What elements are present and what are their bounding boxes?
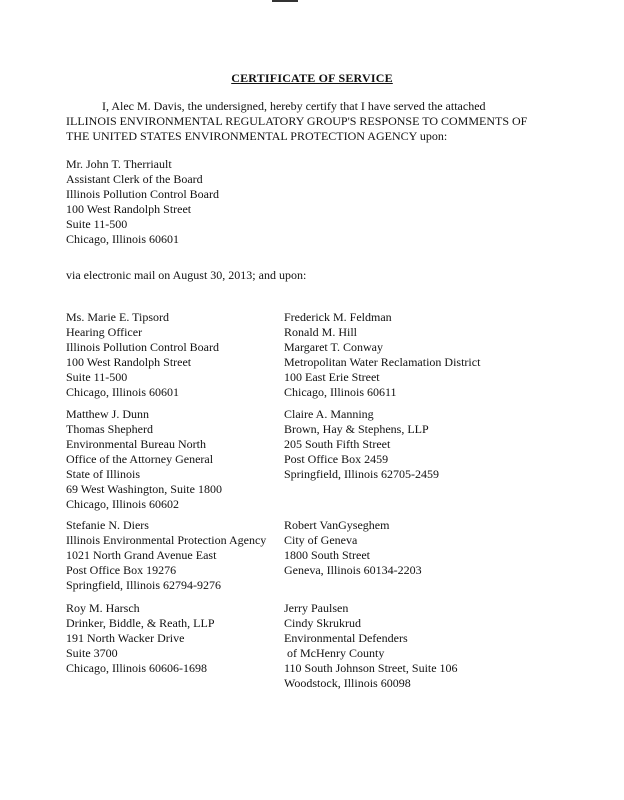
address-line: Claire A. Manning: [284, 407, 374, 421]
address-line: Stefanie N. Diers: [66, 518, 149, 532]
address-line: Thomas Shepherd: [66, 422, 153, 436]
address-line: State of Illinois: [66, 467, 140, 481]
address-line: Illinois Pollution Control Board: [66, 187, 220, 201]
address-line: 1800 South Street: [284, 548, 370, 562]
address-line: Springfield, Illinois 62794-9276: [66, 578, 221, 592]
address-line: Suite 11-500: [66, 370, 128, 384]
primary-recipient-address: [66, 157, 219, 247]
address-line: Springfield, Illinois 62705-2459: [284, 467, 439, 481]
address-line: Drinker, Biddle, & Reath, LLP: [66, 616, 215, 630]
address-line: Brown, Hay & Stephens, LLP: [284, 422, 429, 436]
address-line: of McHenry County: [284, 646, 385, 660]
certification-paragraph: [66, 99, 566, 144]
address-line: 205 South Fifth Street: [284, 437, 391, 451]
service-method-line: via electronic mail on August 30, 2013; and upon:: [66, 268, 307, 282]
address-line: City of Geneva: [284, 533, 358, 547]
recipient-address-block: [66, 518, 266, 593]
address-line: Office of the Attorney General: [66, 452, 214, 466]
address-line: 110 South Johnson Street, Suite 106: [284, 661, 458, 675]
recipient-address-block: [284, 518, 422, 578]
address-line: Chicago, Illinois 60601: [66, 232, 179, 246]
address-line: Post Office Box 19276: [66, 563, 177, 577]
address-line: Frederick M. Feldman: [284, 310, 392, 324]
address-line: Hearing Officer: [66, 325, 143, 339]
address-line: Cindy Skrukrud: [284, 616, 362, 630]
recipient-address-block: [66, 407, 222, 512]
scan-mark: [272, 0, 298, 2]
address-line: Chicago, Illinois 60606-1698: [66, 661, 207, 675]
address-line: Illinois Environmental Protection Agency: [66, 533, 267, 547]
address-line: Mr. John T. Therriault: [66, 157, 172, 171]
intro-line: THE UNITED STATES ENVIRONMENTAL PROTECTION AGENCY upon:: [66, 129, 448, 143]
address-line: Robert VanGyseghem: [284, 518, 390, 532]
recipient-address-block: [284, 601, 458, 691]
address-line: Chicago, Illinois 60601: [66, 385, 179, 399]
address-line: 100 West Randolph Street: [66, 202, 192, 216]
recipient-address-block: [284, 310, 480, 400]
address-line: Environmental Bureau North: [66, 437, 206, 451]
address-line: Suite 11-500: [66, 217, 128, 231]
address-line: 69 West Washington, Suite 1800: [66, 482, 222, 496]
address-line: 191 North Wacker Drive: [66, 631, 185, 645]
address-line: Illinois Pollution Control Board: [66, 340, 220, 354]
address-line: Matthew J. Dunn: [66, 407, 149, 421]
address-line: Environmental Defenders: [284, 631, 408, 645]
address-line: Suite 3700: [66, 646, 118, 660]
intro-line: ILLINOIS ENVIRONMENTAL REGULATORY GROUP'S RESPONSE TO COMMENTS OF: [66, 114, 528, 128]
address-line: Ms. Marie E. Tipsord: [66, 310, 170, 324]
address-line: Metropolitan Water Reclamation District: [284, 355, 481, 369]
address-line: 100 West Randolph Street: [66, 355, 192, 369]
address-line: Ronald M. Hill: [284, 325, 358, 339]
address-line: Woodstock, Illinois 60098: [284, 676, 411, 690]
intro-line: I, Alec M. Davis, the undersigned, hereby certify that I have served the attached: [102, 99, 486, 113]
address-line: 1021 North Grand Avenue East: [66, 548, 217, 562]
page-title: CERTIFICATE OF SERVICE: [231, 71, 393, 85]
recipient-address-block: [284, 407, 439, 482]
address-line: Post Office Box 2459: [284, 452, 389, 466]
address-line: Chicago, Illinois 60611: [284, 385, 397, 399]
address-line: Margaret T. Conway: [284, 340, 383, 354]
address-line: Roy M. Harsch: [66, 601, 140, 615]
address-line: 100 East Erie Street: [284, 370, 380, 384]
address-line: Chicago, Illinois 60602: [66, 497, 179, 511]
address-line: Jerry Paulsen: [284, 601, 349, 615]
recipient-address-block: [66, 601, 215, 676]
address-line: Assistant Clerk of the Board: [66, 172, 203, 186]
address-line: Geneva, Illinois 60134-2203: [284, 563, 422, 577]
recipient-address-block: [66, 310, 219, 400]
